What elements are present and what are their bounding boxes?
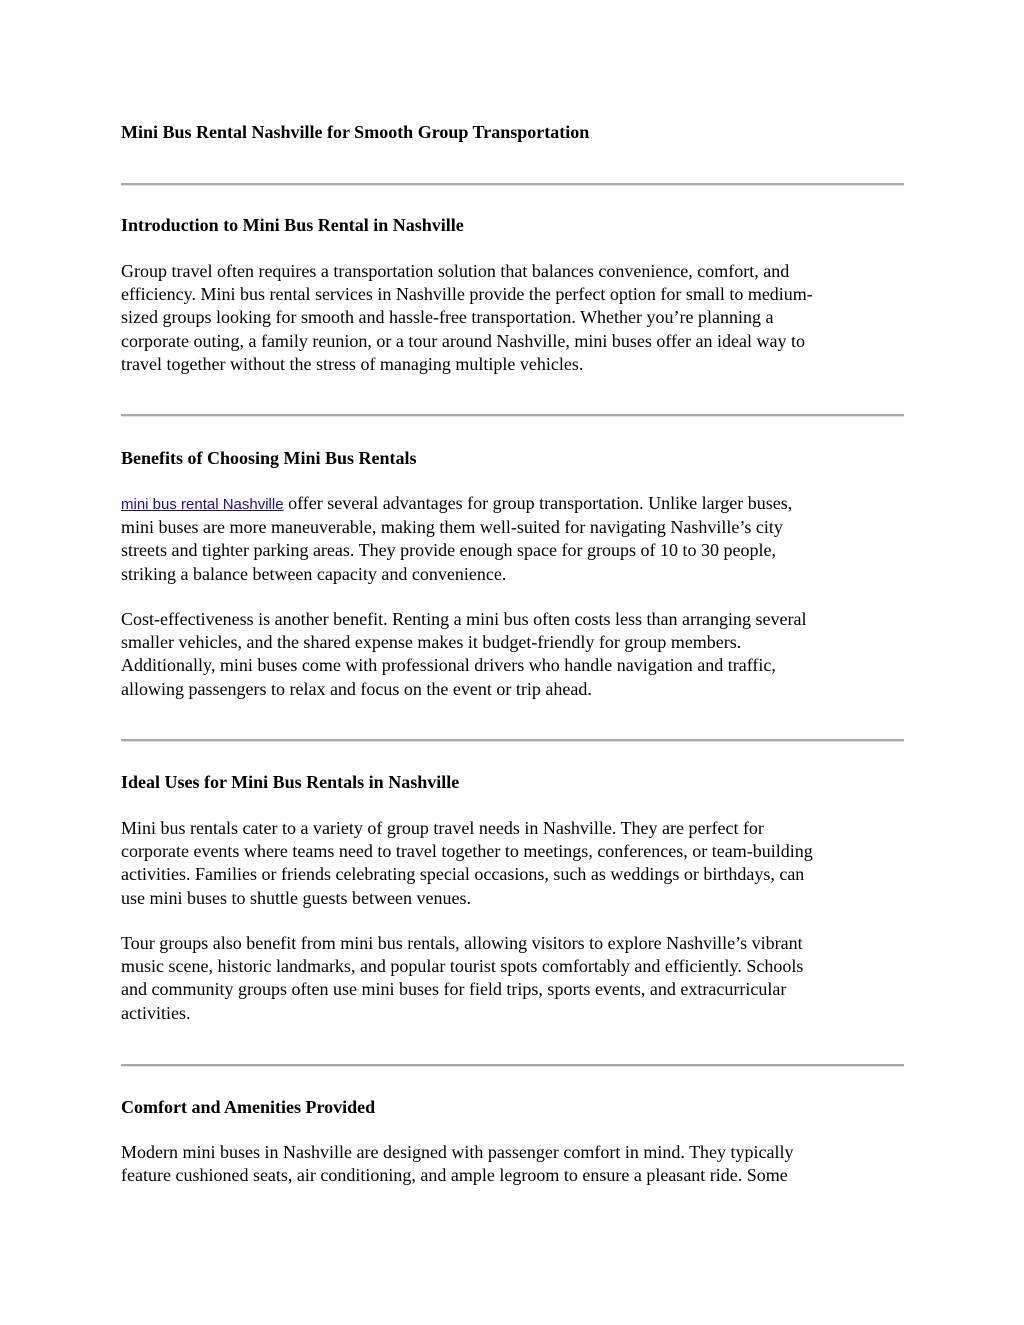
section-heading-benefits: Benefits of Choosing Mini Bus Rentals [121,448,417,468]
paragraph-line: and community groups often use mini buses for field trips, sports events, and extracurricular [121,979,787,1000]
paragraph-ideal-uses-1 [121,817,904,910]
paragraph-comfort [121,1141,904,1187]
paragraph-line: corporate outing, a family reunion, or a tour around Nashville, mini buses offer an ideal way to [121,330,805,351]
paragraph-line: Mini bus rentals cater to a variety of group travel needs in Nashville. They are perfect for [121,818,764,838]
paragraph-line: music scene, historic landmarks, and popular tourist spots comfortably and efficiently. Schools [121,956,804,977]
section-divider [121,739,904,742]
paragraph-benefits-1 [121,492,904,586]
paragraph-line: Modern mini buses in Nashville are designed with passenger comfort in mind. They typically [121,1142,794,1162]
paragraph-line: activities. [121,1002,191,1023]
paragraph-line: travel together without the stress of managing multiple vehicles. [121,353,584,374]
paragraph-introduction [121,260,904,376]
paragraph-ideal-uses-2 [121,932,904,1025]
paragraph-line [121,492,904,516]
document-title: Mini Bus Rental Nashville for Smooth Group Transportation [121,122,590,142]
paragraph-line: Tour groups also benefit from mini bus rentals, allowing visitors to explore Nashville’s vibrant [121,933,803,953]
section-heading-ideal-uses: Ideal Uses for Mini Bus Rentals in Nashville [121,772,460,792]
section-heading-comfort: Comfort and Amenities Provided [121,1097,376,1117]
section-heading-introduction: Introduction to Mini Bus Rental in Nashville [121,215,464,235]
paragraph-line: activities. Families or friends celebrating special occasions, such as weddings or birthdays, can [121,864,805,885]
paragraph-line: striking a balance between capacity and convenience. [121,563,507,584]
paragraph-line: streets and tighter parking areas. They provide enough space for groups of 10 to 30 people, [121,540,776,561]
paragraph-line: corporate events where teams need to travel together to meetings, conferences, or team-building [121,841,813,862]
paragraph-line: feature cushioned seats, air conditioning, and ample legroom to ensure a pleasant ride. Some [121,1165,788,1186]
paragraph-line: mini buses are more maneuverable, making them well-suited for navigating Nashville’s city [121,517,783,538]
paragraph-line: Additionally, mini buses come with professional drivers who handle navigation and traffic, [121,655,776,676]
paragraph-line: smaller vehicles, and the shared expense makes it budget-friendly for group members. [121,632,742,653]
paragraph-line: sized groups looking for smooth and hassle-free transportation. Whether you’re planning a [121,307,774,328]
paragraph-line: allowing passengers to relax and focus on the event or trip ahead. [121,678,592,699]
paragraph-line: Group travel often requires a transportation solution that balances convenience, comfort, and [121,261,790,281]
paragraph-line: Cost-effectiveness is another benefit. Renting a mini bus often costs less than arranging several [121,609,807,629]
paragraph-benefits-2 [121,608,904,701]
section-divider [121,1064,904,1067]
paragraph-line: use mini buses to shuttle guests between venues. [121,887,471,908]
paragraph-line: efficiency. Mini bus rental services in Nashville provide the perfect option for small to medium- [121,284,813,305]
section-divider [121,183,904,186]
paragraph-line-rest: offer several advantages for group transportation. Unlike larger buses, [283,493,793,513]
section-divider [121,414,904,417]
mini-bus-rental-nashville-link[interactable]: mini bus rental Nashville [121,496,284,513]
